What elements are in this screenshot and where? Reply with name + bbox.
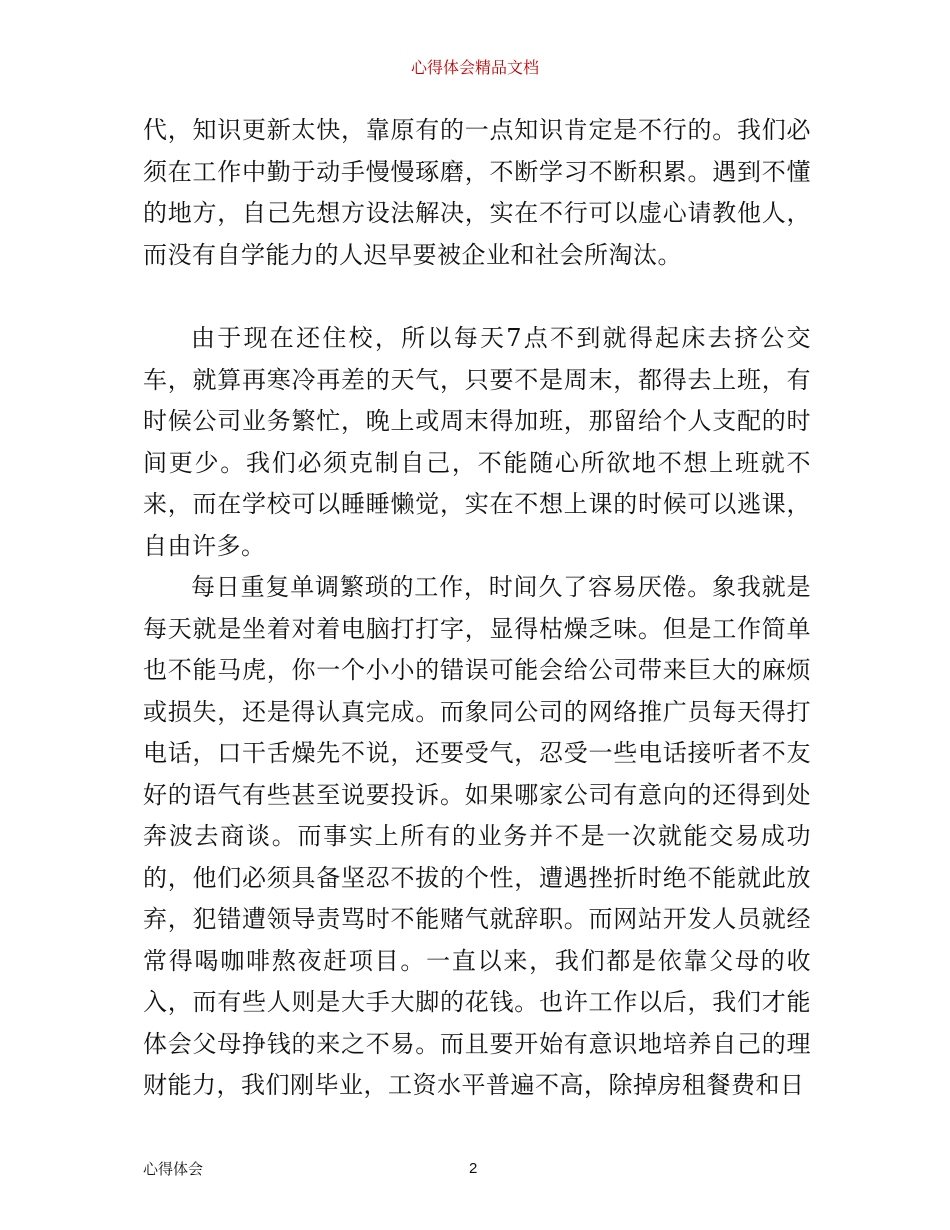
page-header: 心得体会精品文档: [410, 58, 539, 77]
page-footer: [143, 1157, 811, 1181]
paragraph-2: 由于现在还住校，所以每天7点不到就得起床去挤公交车，就算再寒冷再差的天气，只要不是周末，都得去上班，有时候公司业务繁忙，晚上或周末得加班，那留给个人支配的时间更少。我们必须克制自己，不能随心所欲地不想上班就不来，而在学校可以睡睡懒觉，实在不想上课的时候可以逃课，自由许多。: [143, 324, 811, 560]
page-number: 2: [469, 1160, 478, 1177]
paragraph-1: 代，知识更新太快，靠原有的一点知识肯定是不行的。我们必须在工作中勤于动手慢慢琢磨，不断学习不断积累。遇到不懂的地方，自己先想方设法解决，实在不行可以虚心请教他人，而没有自学能力的人迟早要被企业和社会所淘汰。: [143, 116, 811, 269]
paragraph-3: 每日重复单调繁琐的工作，时间久了容易厌倦。象我就是每天就是坐着对着电脑打打字，显得枯燥乏味。但是工作简单也不能马虎，你一个小小的错误可能会给公司带来巨大的麻烦或损失，还是得认真完成。而象同公司的网络推广员每天得打电话，口干舌燥先不说，还要受气，忍受一些电话接听者不友好的语气有些甚至说要投诉。如果哪家公司有意向的还得到处奔波去商谈。而事实上所有的业务并不是一次就能交易成功的，他们必须具备坚忍不拔的个性，遭遇挫折时绝不能就此放弃，犯错遭领导责骂时不能赌气就辞职。而网站开发人员就经常得喝咖啡熬夜赶项目。一直以来，我们都是依靠父母的收入，而有些人则是大手大脚的花钱。也许工作以后，我们才能体会父母挣钱的来之不易。而且要开始有意识地培养自己的理财能力，我们刚毕业，工资水平普遍不高，除掉房租餐费和日: [143, 573, 811, 1099]
footer-label: 心得体会: [143, 1160, 204, 1178]
document-body: [143, 110, 811, 1107]
paragraph-spacer: [143, 276, 811, 318]
